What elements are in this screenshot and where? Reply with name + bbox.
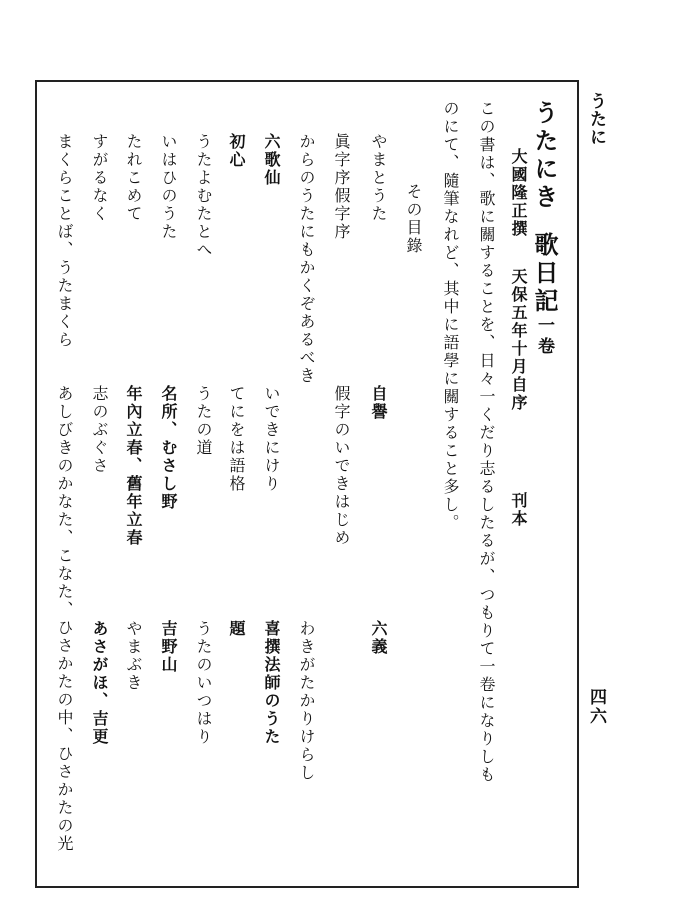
toc-entry: うたのいつはり [194, 620, 213, 746]
toc-entry: てにをは語格 [227, 385, 246, 493]
toc-entry: 志のぶぐさ [90, 385, 109, 475]
running-head: うたに [586, 92, 606, 146]
toc-entry: うたよむたとへ [194, 133, 213, 259]
title-sub: 歌日記 [530, 232, 559, 316]
toc-entry: まくらことば、うたまくら [55, 133, 74, 349]
book-title [530, 100, 559, 358]
page-number: 四六 [586, 688, 606, 726]
toc-entry: いはひのうた [159, 133, 178, 241]
author: 大國隆正撰 [509, 148, 528, 238]
toc-entry: 喜撰法師のうた [262, 620, 281, 746]
toc-entry: 題 [227, 620, 246, 638]
toc-entry: すがるなく [90, 133, 109, 223]
toc-entry: からのうたにもかくぞあるべき [297, 133, 316, 385]
toc-entry: 六義 [369, 620, 388, 656]
edition-type: 刊本 [509, 492, 528, 528]
description-line-2: のにて、隨筆なれど、其中に語學に關すること多し。 [441, 100, 460, 532]
toc-entry: 名所、むさし野 [159, 385, 178, 511]
toc-entry: 自譽 [369, 385, 388, 421]
toc-entry: たれこめて [124, 133, 143, 223]
description-line-1: この書は、歌に關することを、日々一くだり志るしたるが、つもりて一卷になりしも [477, 100, 496, 784]
toc-entry: 六歌仙 [262, 133, 281, 187]
toc-entry: 初心 [227, 133, 246, 169]
compiled-date: 天保五年十月自序 [509, 268, 528, 412]
toc-entry: 眞字序假字序 [332, 133, 351, 241]
toc-entry: あしびきのかなた、こなた、ひさかたの中、ひさかたの光 [55, 385, 74, 853]
toc-heading: その目錄 [404, 183, 423, 255]
toc-entry: わきがたかりけらし [297, 620, 316, 782]
toc-entry: 年內立春、舊年立春 [124, 385, 143, 547]
toc-entry: うたの道 [194, 385, 213, 457]
toc-entry: 假字のいできはじめ [332, 385, 351, 547]
title-volume: 一卷 [534, 316, 554, 358]
toc-entry: 吉野山 [159, 620, 178, 674]
toc-entry: やまぶき [124, 620, 143, 692]
title-main: うたにき [530, 100, 559, 212]
toc-entry: あさがほ、吉更 [90, 620, 109, 746]
toc-entry: いできにけり [262, 385, 281, 493]
toc-entry: やまとうた [369, 133, 388, 223]
